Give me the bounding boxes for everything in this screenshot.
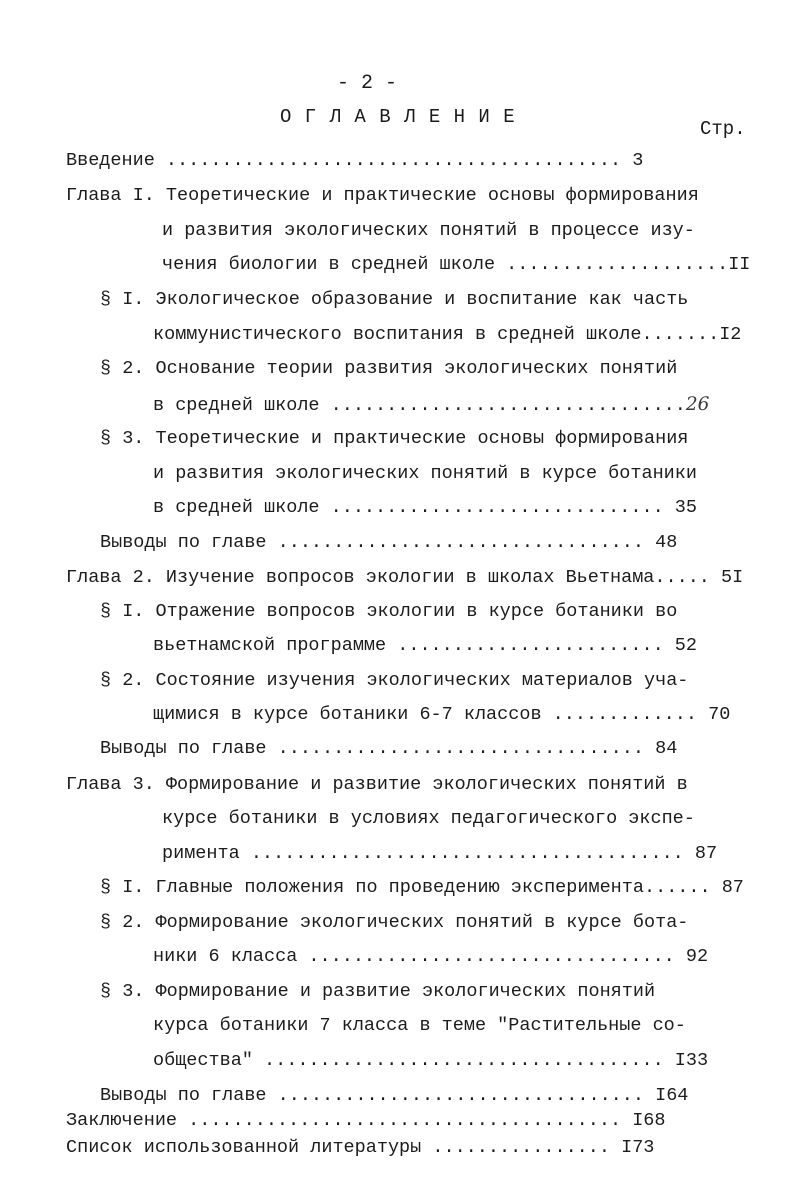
toc-line: в средней школе ................................26	[153, 394, 710, 416]
toc-line: и развития экологических понятий в процессе изу-	[162, 220, 695, 241]
toc-line: общества" .................................... I33	[153, 1050, 709, 1071]
toc-line: курса ботаники 7 класса в теме "Растительные со-	[153, 1015, 686, 1036]
toc-line: § 2. Состояние изучения экологических материалов уча-	[100, 670, 689, 691]
toc-line: курсе ботаники в условиях педагогического экспе-	[162, 808, 695, 829]
toc-line: чения биологии в средней школе ....................II	[162, 254, 751, 275]
toc-line: вьетнамской программе ........................ 52	[153, 635, 697, 656]
toc-line: Список использованной литературы ................ I73	[66, 1137, 655, 1158]
page-column-label: Стр.	[700, 118, 746, 140]
toc-title: О Г Л А В Л Е Н И Е	[280, 106, 516, 128]
toc-line: § 2. Формирование экологических понятий в курсе бота-	[100, 912, 689, 933]
toc-line: ники 6 класса ................................. 92	[153, 946, 709, 967]
toc-line: § 3. Формирование и развитие экологических понятий	[100, 981, 656, 1002]
toc-line: в средней школе .............................. 35	[153, 497, 697, 518]
toc-line: § I. Экологическое образование и воспитание как часть	[100, 289, 689, 310]
toc-line: щимися в курсе ботаники 6-7 классов ............. 70	[153, 704, 731, 725]
toc-line: Глава I. Теоретические и практические основы формирования	[66, 185, 699, 206]
toc-line: § I. Главные положения по проведению эксперимента...... 87	[100, 877, 744, 898]
page-number: - 2 -	[337, 72, 398, 95]
toc-line: Глава 2. Изучение вопросов экологии в школах Вьетнама..... 5I	[66, 567, 744, 588]
toc-line: § I. Отражение вопросов экологии в курсе ботаники во	[100, 601, 678, 622]
toc-line: Заключение ....................................... I68	[66, 1110, 666, 1131]
toc-line: и развития экологических понятий в курсе ботаники	[153, 463, 697, 484]
toc-line: § 3. Теоретические и практические основы формирования	[100, 428, 689, 449]
toc-line: Выводы по главе ................................. I64	[100, 1085, 689, 1106]
handwritten-page-number: 26	[685, 394, 710, 415]
toc-line: Выводы по главе ................................. 84	[100, 738, 678, 759]
toc-line: § 2. Основание теории развития экологических понятий	[100, 358, 678, 379]
toc-line: коммунистического воспитания в средней школе.......I2	[153, 324, 742, 345]
toc-line: римента ....................................... 87	[162, 843, 718, 864]
toc-line: Глава 3. Формирование и развитие экологических понятий в	[66, 774, 688, 795]
toc-line: Введение ......................................... 3	[66, 150, 644, 171]
toc-line: Выводы по главе ................................. 48	[100, 532, 678, 553]
